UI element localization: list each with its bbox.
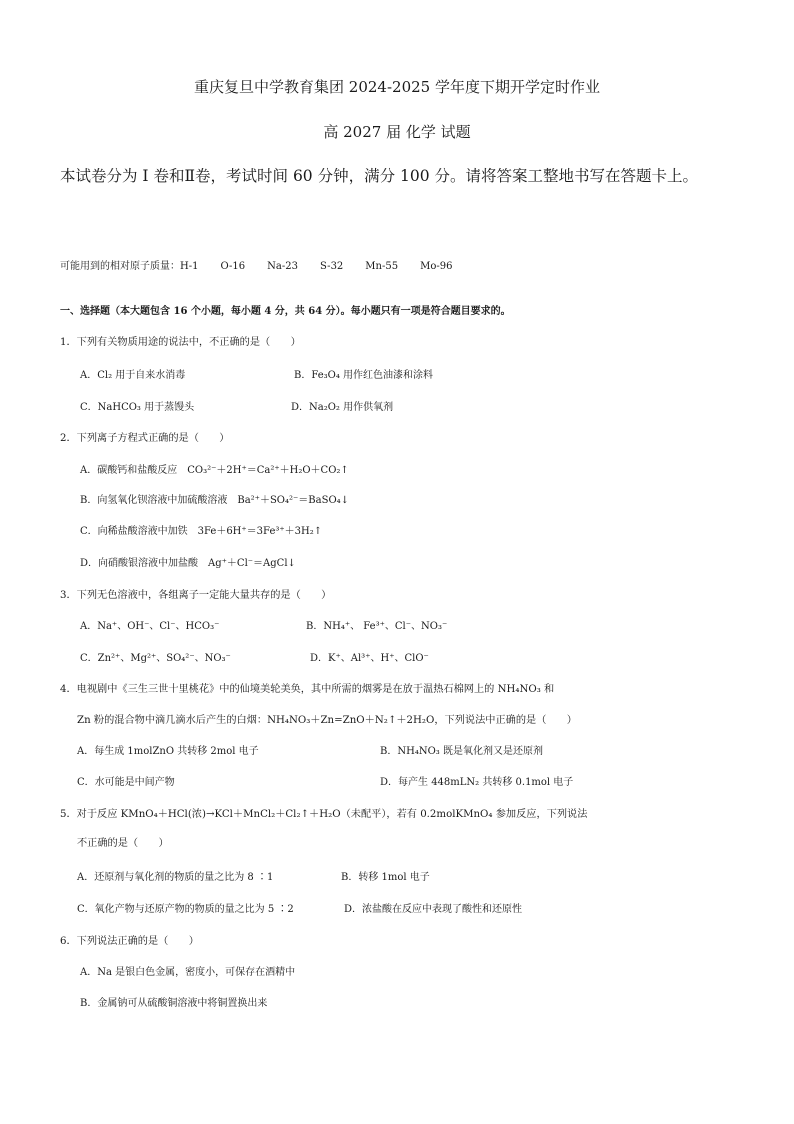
question-5-stem: 5．对于反应 KMnO₄＋HCl(浓)→KCl＋MnCl₂＋Cl₂↑＋H₂O（未配平），若有 0.2molKMnO₄ 参加反应，下列说法 [60, 809, 588, 820]
question-4-option-b: B．NH₄NO₃ 既是氧化剂又是还原剂 [380, 746, 543, 757]
atomic-mass-item: H-1 [180, 261, 199, 272]
question-1-option-b: B．Fe₃O₄ 用作红色油漆和涂料 [294, 370, 434, 381]
exam-title: 重庆复旦中学教育集团 2024-2025 学年度下期开学定时作业 [194, 78, 600, 96]
question-2-stem: 2．下列离子方程式正确的是（ ） [60, 433, 230, 444]
question-3-option-a: A．Na⁺、OH⁻、Cl⁻、HCO₃⁻ [80, 621, 220, 632]
atomic-masses-label: 可能用到的相对原子质量： [60, 261, 180, 272]
question-2-option-d: D．向硝酸银溶液中加盐酸 Ag⁺＋Cl⁻＝AgCl↓ [80, 558, 296, 569]
atomic-mass-item: Mo-96 [420, 261, 453, 272]
question-6-option-a: A．Na 是银白色金属，密度小，可保存在酒精中 [80, 967, 296, 978]
question-1-option-a: A．Cl₂ 用于自来水消毒 [80, 370, 186, 381]
question-4-stem: 4．电视剧中《三生三世十里桃花》中的仙境美轮美奂，其中所需的烟雾是在放于温热石棉网上的 NH₄NO₃ 和 [60, 684, 555, 695]
question-3-option-d: D．K⁺、Al³⁺、H⁺、ClO⁻ [310, 653, 429, 664]
question-2-option-b: B．向氢氧化钡溶液中加硫酸溶液 Ba²⁺＋SO₄²⁻＝BaSO₄↓ [80, 495, 350, 506]
question-4-stem-continued: Zn 粉的混合物中滴几滴水后产生的白烟：NH₄NO₃＋Zn=ZnO＋N₂↑＋2H₂O，下列说法中正确的是（ ） [77, 715, 577, 726]
question-1-option-c: C．NaHCO₃ 用于蒸馒头 [80, 402, 195, 413]
atomic-mass-item: Na-23 [267, 261, 298, 272]
exam-subtitle: 高 2027 届 化学 试题 [323, 123, 471, 141]
section-heading: 一、选择题（本大题包含 16 个小题，每小题 4 分，共 64 分）。每小题只有一项是符合题目要求的。 [60, 306, 511, 317]
exam-instructions: 本试卷分为 I 卷和Ⅱ卷，考试时间 60 分钟，满分 100 分。请将答案工整地书写在答题卡上。 [60, 167, 699, 185]
question-6-stem: 6．下列说法正确的是（ ） [60, 936, 199, 947]
question-1-option-d: D．Na₂O₂ 用作供氧剂 [291, 402, 394, 413]
question-6-option-b: B．金属钠可从硫酸铜溶液中将铜置换出来 [80, 998, 268, 1009]
question-2-option-c: C．向稀盐酸溶液中加铁 3Fe＋6H⁺＝3Fe³⁺＋3H₂↑ [80, 526, 323, 537]
question-4-option-c: C．水可能是中间产物 [77, 777, 175, 788]
atomic-mass-item: Mn-55 [365, 261, 399, 272]
question-4-option-a: A．每生成 1molZnO 共转移 2mol 电子 [77, 746, 259, 757]
question-5-stem-continued: 不正确的是（ ） [77, 838, 169, 849]
question-4-option-d: D．每产生 448mLN₂ 共转移 0.1mol 电子 [380, 777, 574, 788]
question-1-stem: 1．下列有关物质用途的说法中，不正确的是（ ） [60, 337, 301, 348]
question-5-option-d: D．浓盐酸在反应中表现了酸性和还原性 [344, 904, 523, 915]
question-3-option-b: B．NH₄⁺、 Fe³⁺、Cl⁻、NO₃⁻ [306, 621, 448, 632]
question-3-option-c: C．Zn²⁺、Mg²⁺、SO₄²⁻、NO₃⁻ [80, 653, 231, 664]
question-5-option-b: B．转移 1mol 电子 [341, 872, 430, 883]
atomic-masses [60, 257, 466, 272]
question-3-stem: 3．下列无色溶液中，各组离子一定能大量共存的是（ ） [60, 590, 332, 601]
question-5-option-c: C．氧化产物与还原产物的物质的量之比为 5 ∶2 [77, 904, 294, 915]
question-2-option-a: A．碳酸钙和盐酸反应 CO₃²⁻＋2H⁺＝Ca²⁺＋H₂O＋CO₂↑ [80, 465, 349, 476]
question-5-option-a: A．还原剂与氧化剂的物质的量之比为 8 ∶1 [77, 872, 274, 883]
atomic-mass-item: O-16 [220, 261, 246, 272]
atomic-mass-item: S-32 [319, 261, 344, 272]
